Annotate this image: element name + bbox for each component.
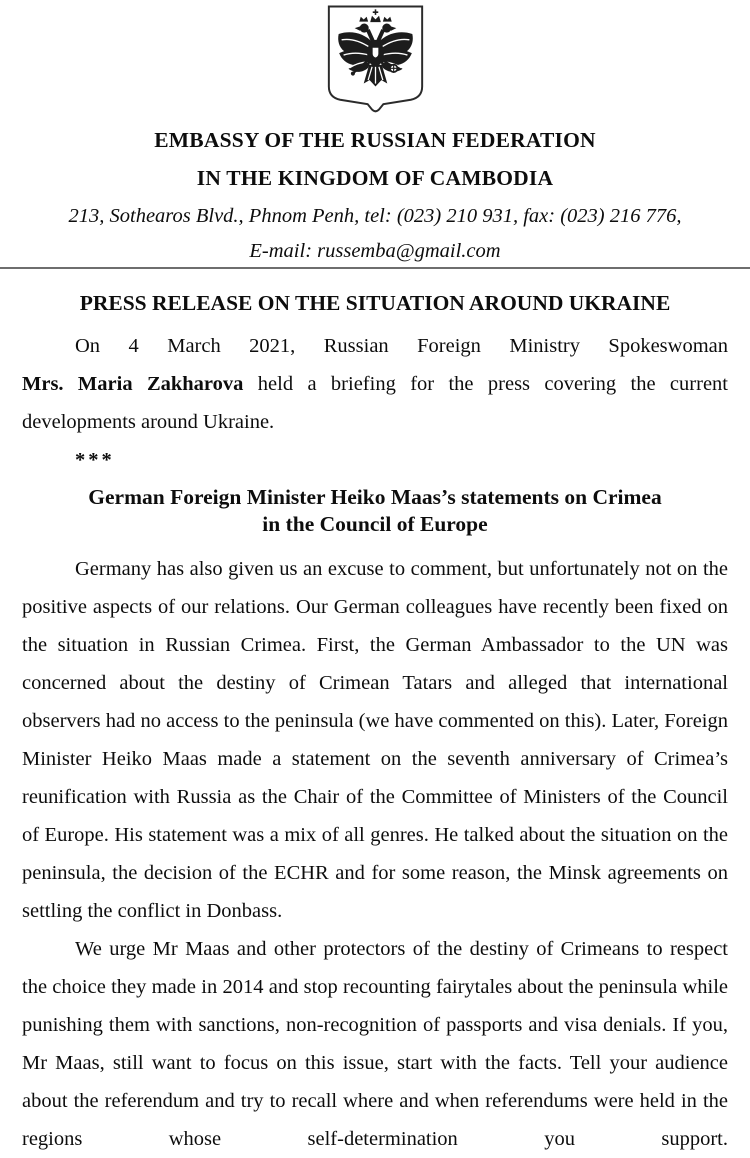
press-release-body [0, 290, 750, 1158]
embassy-email: E-mail: russemba@gmail.com [249, 240, 501, 262]
coat-of-arms [326, 4, 425, 114]
embassy-letterhead [0, 4, 750, 264]
letterhead-divider [0, 267, 750, 269]
intro-text-post: held a briefing for the press covering the current developments around Ukraine. [22, 373, 728, 433]
document-page [0, 4, 750, 1154]
intro-text-pre: On 4 March 2021, Russian Foreign Ministry Spokeswoman [75, 335, 728, 357]
body-paragraph-2: We urge Mr Maas and other protectors of the destiny of Crimeans to respect the choice they made in 2014 and stop recounting fairytales about the peninsula while punishing them with sanctions, non-recognition of passports and visa denials. If you, Mr Maas, still want to focus on this issue, start with the facts. Tell your audience about the referendum and try to recall where and when referendums were held in the regions whose self-determination you support. [22, 938, 728, 1150]
embassy-address: 213, Sothearos Blvd., Phnom Penh, tel: (023) 210 931, fax: (023) 216 776, [68, 205, 682, 227]
section-heading-line2: in the Council of Europe [262, 512, 488, 536]
embassy-name-line2: IN THE KINGDOM OF CAMBODIA [196, 166, 554, 190]
intro-paragraph [22, 327, 728, 441]
section-heading [22, 484, 728, 538]
spokeswoman-name: Mrs. Maria Zakharova [22, 373, 244, 395]
section-heading-line1: German Foreign Minister Heiko Maas’s statements on Crimea [88, 485, 662, 509]
press-release-title: PRESS RELEASE ON THE SITUATION AROUND UKRAINE [79, 291, 671, 315]
body-paragraph-1: Germany has also given us an excuse to comment, but unfortunately not on the positive aspects of our relations. Our German colleagues have recently been fixed on the situation in Russian Crimea. First, the German Ambassador to the UN was concerned about the destiny of Crimean Tatars and alleged that international observers had no access to the peninsula (we have commented on this). Later, Foreign Minister Heiko Maas made a statement on the seventh anniversary of Crimea’s reunification with Russia as the Chair of the Committee of Ministers of the Council of Europe. His statement was a mix of all genres. He talked about the situation on the peninsula, the decision of the ECHR and for some reason, the Minsk agreements on settling the conflict in Donbass. [22, 558, 728, 922]
embassy-name-line1: EMBASSY OF THE RUSSIAN FEDERATION [154, 128, 596, 152]
asterisk-separator: *** [75, 449, 115, 471]
